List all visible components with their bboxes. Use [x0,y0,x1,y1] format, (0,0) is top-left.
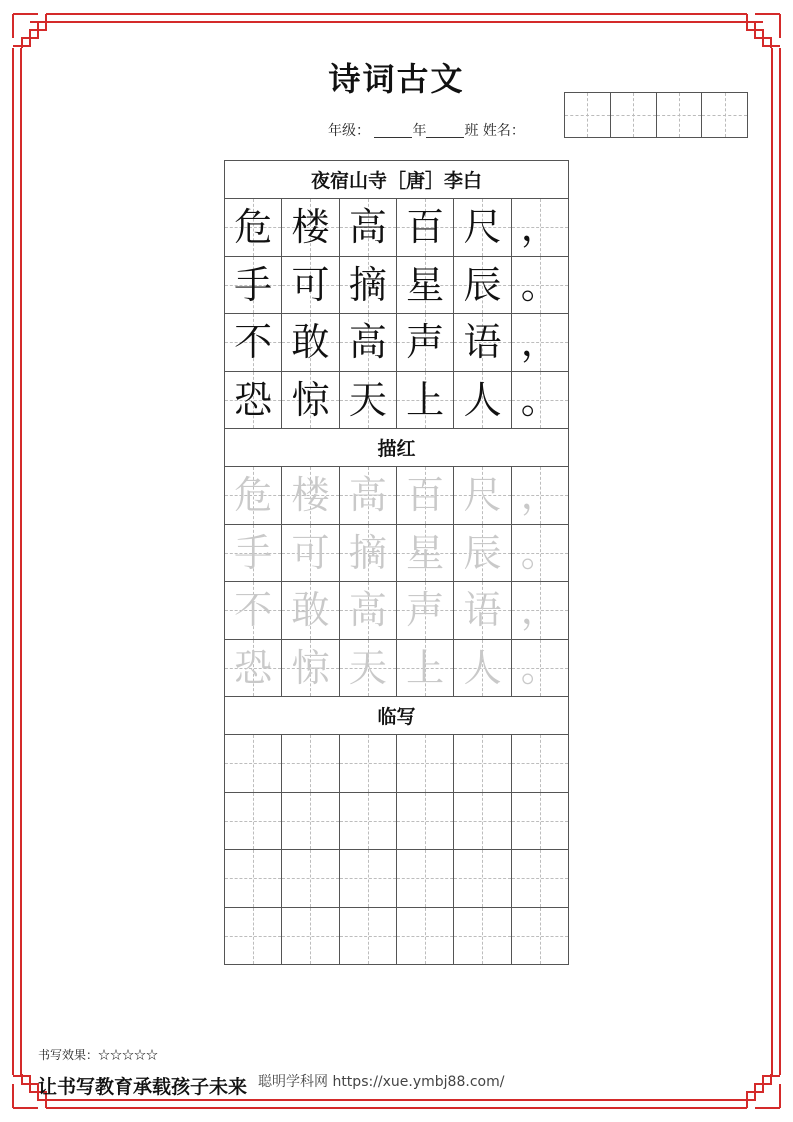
poem-character: 人 [463,377,502,422]
student-info [328,120,525,140]
copy-row [225,850,568,908]
poem-character: 上 [406,645,445,690]
grid-cell [512,199,568,256]
copy-row [225,908,568,966]
grid-cell[interactable] [282,850,339,907]
grid-cell [225,582,282,639]
year-label: 年 [412,123,427,139]
poem-character: 手 [234,262,273,307]
poem-character: ， [520,205,559,250]
grid-cell[interactable] [397,908,454,965]
poem-character: 辰 [463,262,502,307]
poem-character: 敢 [291,588,330,633]
poem-character: ， [520,473,559,518]
poem-character: 声 [406,588,445,633]
grid-cell [397,257,454,314]
poem-character: 上 [406,377,445,422]
copy-header: 临写 [225,697,568,735]
poem-character: 可 [291,530,330,575]
grid-cell [340,199,397,256]
grid-cell [282,582,339,639]
grid-cell[interactable] [397,735,454,792]
name-cell[interactable] [657,93,703,137]
name-cell[interactable] [611,93,657,137]
name-label: 姓名： [482,123,525,139]
grid-cell [512,525,568,582]
grid-cell [225,314,282,371]
grid-cell [454,199,511,256]
poem-character: 楼 [291,205,330,250]
grid-cell[interactable] [225,850,282,907]
rating-text: 书写效果：☆☆☆☆☆ [38,1048,159,1062]
poem-character: 不 [234,588,273,633]
grid-cell[interactable] [282,735,339,792]
poem-character: 摘 [348,262,387,307]
grid-cell [512,257,568,314]
grid-cell [397,582,454,639]
grid-cell [282,372,339,429]
copy-row [225,793,568,851]
grid-cell [454,525,511,582]
class-label: 班 [464,123,479,139]
grid-cell [397,467,454,524]
trace-header: 描红 [225,429,568,467]
grid-cell[interactable] [340,735,397,792]
poem-character: 高 [348,473,387,518]
poem-character: 辰 [463,530,502,575]
page-title: 诗词古文 [328,60,465,98]
poem-character: 。 [520,530,559,575]
poem-character: 。 [520,377,559,422]
poem-row [225,257,568,315]
grid-cell [454,314,511,371]
poem-character: 。 [520,262,559,307]
grid-cell[interactable] [397,850,454,907]
grid-cell [282,314,339,371]
poem-character: 尺 [463,205,502,250]
grid-cell [397,525,454,582]
practice-sheet [224,160,569,965]
poem-character: 声 [406,320,445,365]
name-cell[interactable] [565,93,611,137]
grid-cell [512,582,568,639]
poem-character: 高 [348,205,387,250]
grid-cell [512,467,568,524]
grid-cell [454,467,511,524]
grid-cell[interactable] [454,793,511,850]
grid-cell [454,640,511,697]
grid-cell[interactable] [225,793,282,850]
poem-character: 危 [234,205,273,250]
grid-cell [397,199,454,256]
poem-character: 高 [348,588,387,633]
grid-cell[interactable] [454,735,511,792]
poem-character: 语 [463,320,502,365]
grid-cell[interactable] [282,908,339,965]
grid-cell [397,640,454,697]
poem-character: 百 [406,205,445,250]
poem-character: 百 [406,473,445,518]
grid-cell [512,372,568,429]
grid-cell [512,314,568,371]
poem-character: 恐 [234,377,273,422]
grid-cell [340,314,397,371]
poem-character: 惊 [291,377,330,422]
poem-character: ， [520,588,559,633]
grid-cell [225,199,282,256]
poem-character: 星 [406,262,445,307]
grid-cell[interactable] [512,793,568,850]
grid-cell [340,525,397,582]
poem-header: 夜宿山寺［唐］李白 [225,161,568,199]
grid-cell [282,525,339,582]
poem-character: ， [520,320,559,365]
name-cell[interactable] [702,93,747,137]
poem-row [225,372,568,430]
poem-character: 危 [234,473,273,518]
grid-cell [397,372,454,429]
grid-cell [454,582,511,639]
grade-blank[interactable] [374,123,412,138]
poem-character: 摘 [348,530,387,575]
copy-row [225,735,568,793]
poem-row [225,199,568,257]
poem-character: 楼 [291,473,330,518]
poem-character: 。 [520,645,559,690]
grid-cell [225,525,282,582]
trace-row [225,582,568,640]
grid-cell[interactable] [340,908,397,965]
poem-character: 惊 [291,645,330,690]
poem-character: 语 [463,588,502,633]
grade-label: 年级： [328,123,370,139]
trace-row [225,467,568,525]
grid-cell [282,199,339,256]
poem-character: 手 [234,530,273,575]
grid-cell[interactable] [512,850,568,907]
grid-cell[interactable] [225,735,282,792]
poem-character: 高 [348,320,387,365]
poem-character: 敢 [291,320,330,365]
poem-character: 人 [463,645,502,690]
poem-character: 天 [348,645,387,690]
grid-cell [454,257,511,314]
grid-cell[interactable] [225,908,282,965]
trace-row [225,640,568,698]
grid-cell[interactable] [454,850,511,907]
poem-character: 天 [348,377,387,422]
grid-cell [340,467,397,524]
grid-cell [282,257,339,314]
grid-cell[interactable] [340,850,397,907]
grid-cell[interactable] [340,793,397,850]
poem-row [225,314,568,372]
poem-character: 可 [291,262,330,307]
poem-character: 恐 [234,645,273,690]
grid-cell[interactable] [282,793,339,850]
copy-rows [225,735,568,965]
trace-rows [225,467,568,697]
grid-cell [340,257,397,314]
grid-cell [282,640,339,697]
poem-character: 星 [406,530,445,575]
name-grid[interactable] [564,92,748,138]
grid-cell [225,467,282,524]
grid-cell [225,372,282,429]
site-link[interactable]: 聪明学科网 https://xue.ymbj88.com/ [258,1074,505,1090]
grid-cell [282,467,339,524]
grid-cell [512,640,568,697]
class-blank[interactable] [426,123,464,138]
grid-cell [397,314,454,371]
grid-cell [340,372,397,429]
grid-cell[interactable] [397,793,454,850]
poem-rows [225,199,568,429]
grid-cell[interactable] [512,908,568,965]
trace-row [225,525,568,583]
grid-cell[interactable] [512,735,568,792]
grid-cell[interactable] [454,908,511,965]
poem-character: 不 [234,320,273,365]
grid-cell [225,257,282,314]
slogan-text: 让书写教育承载孩子未来 [38,1076,248,1098]
grid-cell [225,640,282,697]
grid-cell [454,372,511,429]
grid-cell [340,582,397,639]
grid-cell [340,640,397,697]
poem-character: 尺 [463,473,502,518]
